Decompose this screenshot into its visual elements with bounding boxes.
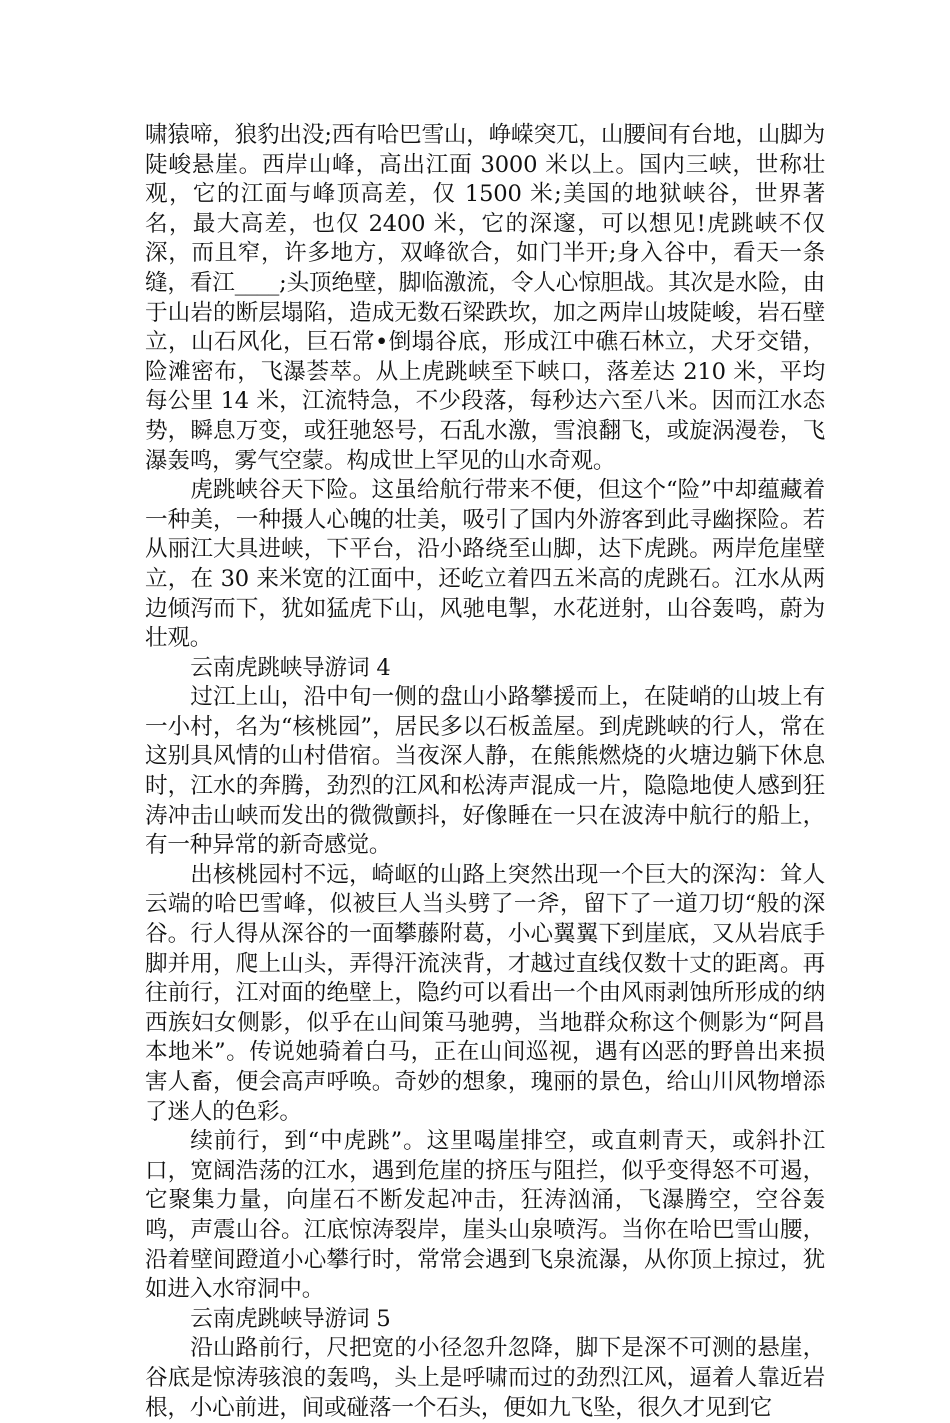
paragraph: 出核桃园村不远，崎岖的山路上突然出现一个巨大的深沟：耸人云端的哈巴雪峰，似被巨人当头劈了一斧，留下了一道刀切“般的深谷。行人得从深谷的一面攀藤附葛，小心翼翼下到崖底，又从岩底手脚并用，爬上山头，弄得汗流浃背，才越过直线仅数十丈的距离。再往前行，江对面的绝壁上，隐约可以看出一个由风雨剥蚀所形成的纳西族妇女侧影，似乎在山间策马驰骋，当地群众称这个侧影为“阿昌本地米”。传说她骑着白马，正在山间巡视，遇有凶恶的野兽出来损害人畜，便会高声呼唤。奇妙的想象，瑰丽的景色，给山川风物增添了迷人的色彩。 bbox=[145, 861, 825, 1125]
paragraph: 沿山路前行，尺把宽的小径忽升忽降，脚下是深不可测的悬崖，谷底是惊涛骇浪的轰鸣，头上是呼啸而过的劲烈江风，逼着人靠近岩根，小心前进，间或碰落一个石头，便如九飞坠，很久才见到它 bbox=[145, 1335, 825, 1421]
paragraph-continued: 啸猿啼，狼豹出没;西有哈巴雪山，峥嵘突兀，山腰间有台地，山脚为陡峻悬崖。西岸山峰，高出江面 3000 米以上。国内三峡，世称壮观，它的江面与峰顶高差，仅 1500 米;美国的地狱峡谷，世界著名，最大高差，也仅 2400 米，它的深邃，可以想见!虎跳峡不仅深，而且窄，许多地方，双峰欲合，如门半开;身入谷中，看天一条缝，看江____;头顶绝壁，脚临激流，令人心惊胆战。其次是水险，由于山岩的断层塌陷，造成无数石梁跌坎，加之两岸山坡陡峻，岩石壁立，山石风化，巨石常•倒塌谷底，形成江中礁石林立，犬牙交错，险滩密布，飞瀑荟萃。从上虎跳峡至下峡口，落差达 210 米，平均每公里 14 米，江流特急，不少段落，每秒达六至八米。因而江水态势，瞬息万变，或狂驰怒号，石乱水激，雪浪翻飞，或旋涡漫卷，飞瀑轰鸣，雾气空蒙。构成世上罕见的山水奇观。 bbox=[145, 122, 825, 474]
document-page bbox=[145, 121, 825, 1423]
paragraph: 虎跳峡谷天下险。这虽给航行带来不便，但这个“险”中却蕴藏着一种美，一种摄人心魄的壮美，吸引了国内外游客到此寻幽探险。若从丽江大具进峡，下平台，沿小路绕至山脚，达下虎跳。两岸危崖壁立，在 30 来米宽的江面中，还屹立着四五米高的虎跳石。江水从两边倾泻而下，犹如猛虎下山，风驰电掣，水花迸射，山谷轰鸣，蔚为壮观。 bbox=[145, 477, 825, 652]
section-heading: 云南虎跳峡导游词 4 bbox=[190, 654, 391, 681]
section-heading: 云南虎跳峡导游词 5 bbox=[190, 1305, 391, 1332]
paragraph: 过江上山，沿中旬一侧的盘山小路攀援而上，在陡峭的山坡上有一小村，名为“核桃园”，居民多以石板盖屋。到虎跳峡的行人，常在这别具风情的山村借宿。当夜深人静，在熊熊燃烧的火塘边躺下休息时，江水的奔腾，劲烈的江风和松涛声混成一片，隐隐地使人感到狂涛冲击山峡而发出的微微颤抖，好像睡在一只在波涛中航行的船上，有一种异常的新奇感觉。 bbox=[145, 684, 825, 859]
paragraph: 续前行，到“中虎跳”。这里喝崖排空，或直刺青天，或斜扑江口，宽阔浩荡的江水，遇到危崖的挤压与阻拦，似乎变得怒不可遏，它聚集力量，向崖石不断发起冲击，狂涛汹涌，飞瀑腾空，空谷轰鸣，声震山谷。江底惊涛裂岸，崖头山泉喷泻。当你在哈巴雪山腰，沿着壁间蹬道小心攀行时，常常会遇到飞泉流瀑，从你顶上掠过，犹如进入水帘洞中。 bbox=[145, 1128, 825, 1303]
